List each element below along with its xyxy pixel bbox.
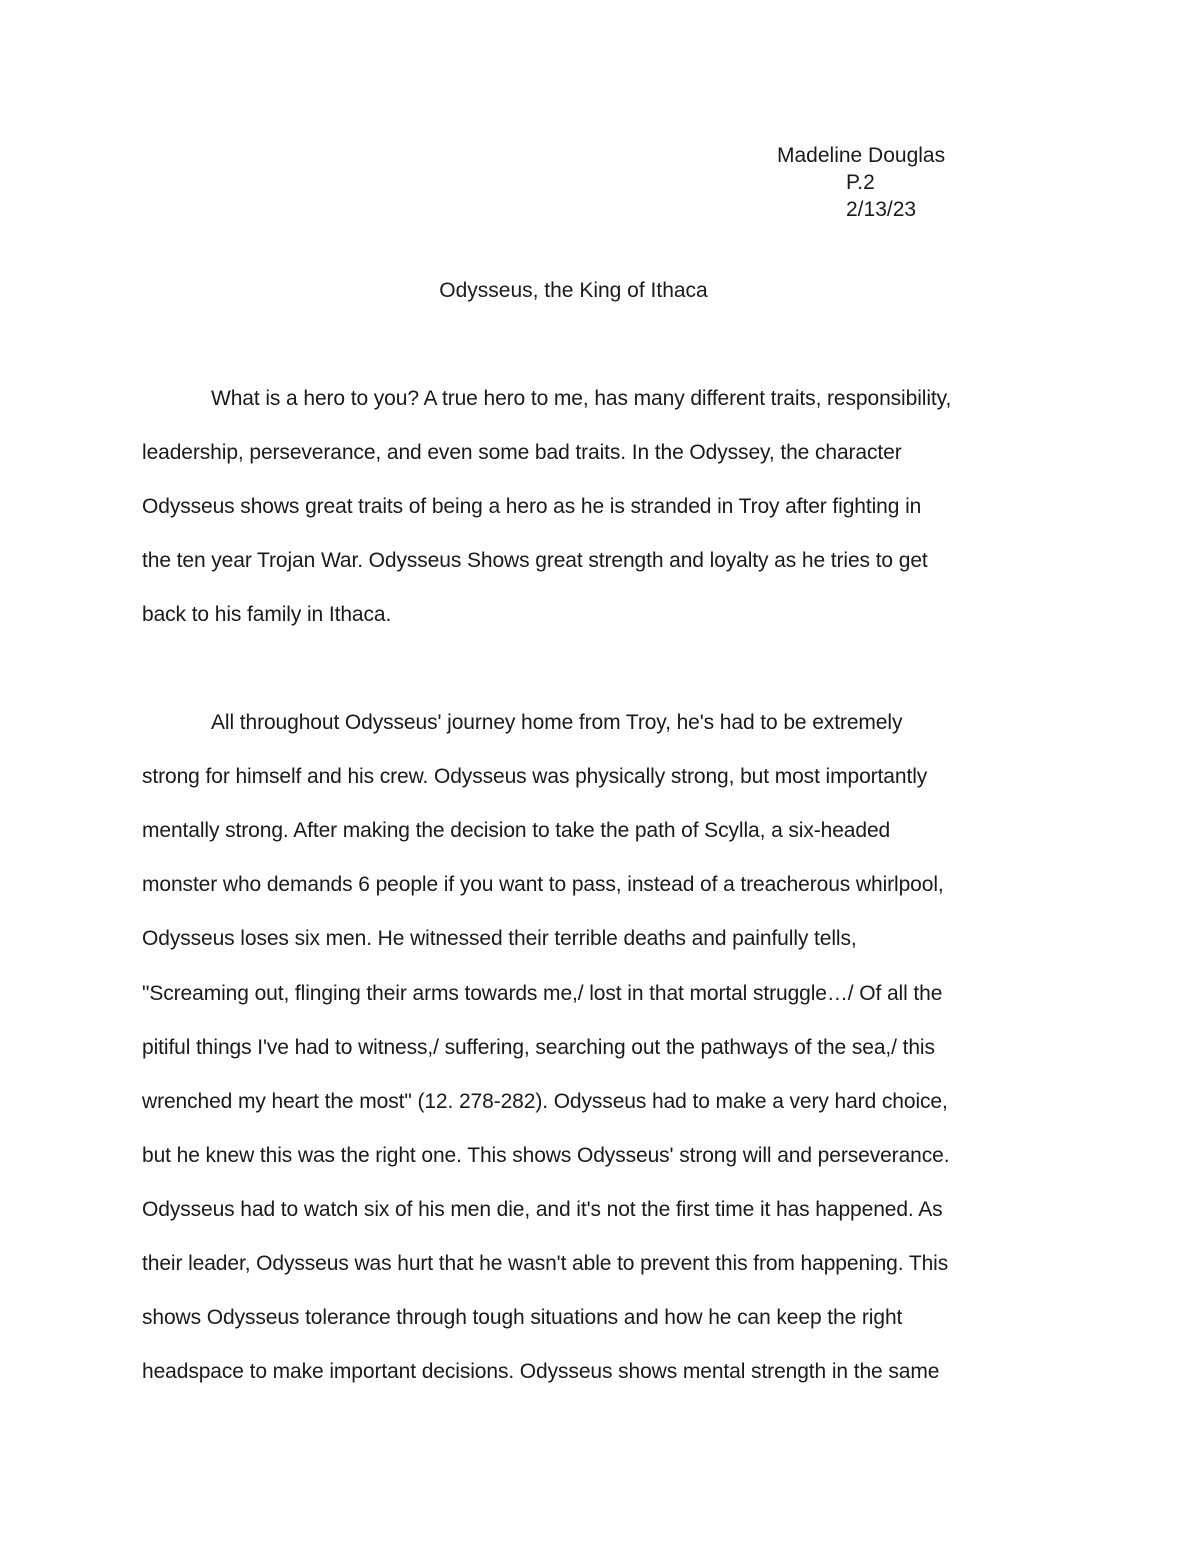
essay-title: Odysseus, the King of Ithaca — [439, 279, 708, 302]
paragraph-line: strong for himself and his crew. Odysseus was physically strong, but most importantly — [142, 765, 928, 788]
paragraph-line: but he knew this was the right one. This shows Odysseus' strong will and perseverance. — [142, 1144, 950, 1167]
paragraph-line: Odysseus had to watch six of his men die, and it's not the first time it has happened. As — [142, 1198, 943, 1221]
paragraph-line: "Screaming out, flinging their arms towards me,/ lost in that mortal struggle…/ Of all the — [142, 982, 943, 1005]
paragraph-line: What is a hero to you? A true hero to me, has many different traits, responsibility, — [211, 387, 952, 410]
paragraph-line: back to his family in Ithaca. — [142, 603, 392, 626]
paragraph-line: the ten year Trojan War. Odysseus Shows great strength and loyalty as he tries to get — [142, 549, 928, 572]
paragraph-line: Odysseus shows great traits of being a hero as he is stranded in Troy after fighting in — [142, 495, 922, 518]
essay-date: 2/13/23 — [846, 198, 917, 221]
paragraph-line: headspace to make important decisions. Odysseus shows mental strength in the same — [142, 1360, 940, 1383]
class-period: P.2 — [846, 171, 875, 194]
paragraph-line: leadership, perseverance, and even some bad traits. In the Odyssey, the character — [142, 441, 902, 464]
paragraph-line: mentally strong. After making the decision to take the path of Scylla, a six-headed — [142, 819, 891, 842]
paragraph-line: their leader, Odysseus was hurt that he wasn't able to prevent this from happening. This — [142, 1252, 949, 1275]
paragraph-line: All throughout Odysseus' journey home from Troy, he's had to be extremely — [211, 711, 903, 734]
paragraph-line: monster who demands 6 people if you want to pass, instead of a treacherous whirlpool, — [142, 873, 944, 896]
paragraph-line: wrenched my heart the most" (12. 278-282). Odysseus had to make a very hard choice, — [142, 1090, 948, 1113]
paragraph-line: Odysseus loses six men. He witnessed their terrible deaths and painfully tells, — [142, 927, 857, 950]
author-name: Madeline Douglas — [777, 144, 946, 167]
paragraph-line: shows Odysseus tolerance through tough situations and how he can keep the right — [142, 1306, 903, 1329]
paragraph-line: pitiful things I've had to witness,/ suffering, searching out the pathways of the sea,/ this — [142, 1036, 935, 1059]
